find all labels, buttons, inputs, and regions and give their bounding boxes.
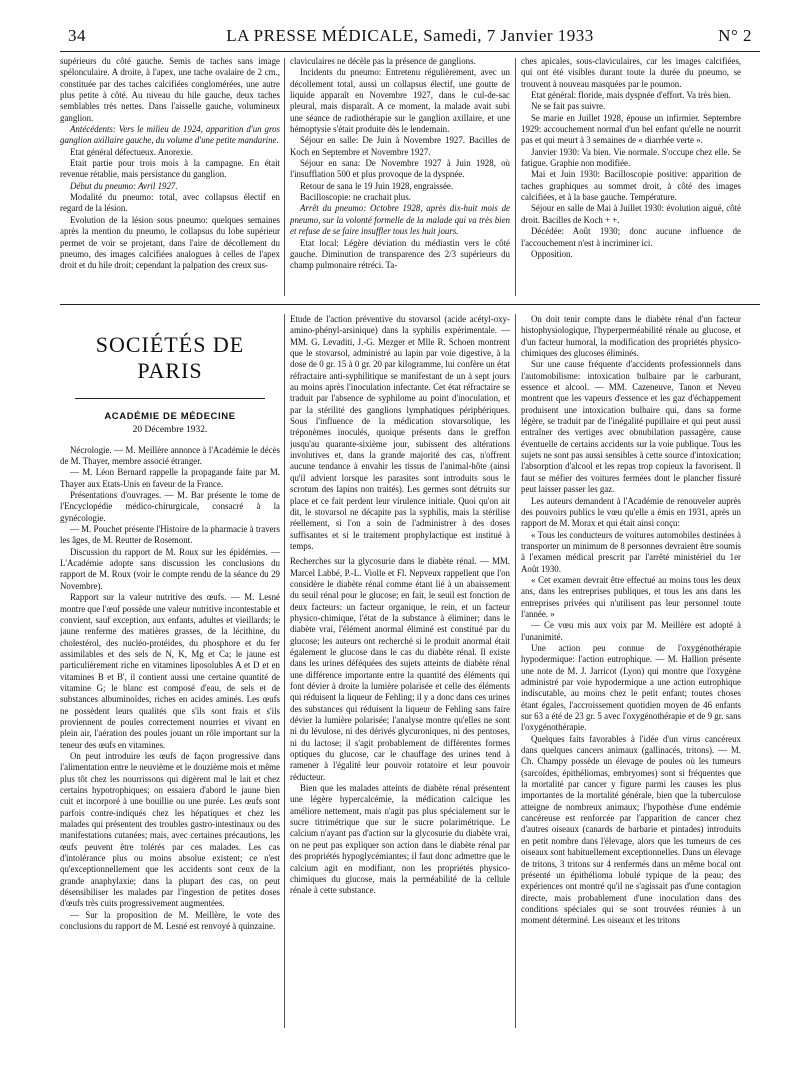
column-divider	[515, 58, 516, 296]
academy-heading: ACADÉMIE DE MÉDECINE	[104, 411, 236, 422]
column-divider	[515, 314, 516, 1028]
paragraph: Etat local: Légère déviation du médiastin vers le côté gauche. Diminution de transparence des 2/3 supérieurs du champ pulmonaire rétréci. Ta-	[290, 237, 510, 271]
page-number: 34	[68, 26, 86, 45]
paragraph: Incidents du pneumo: Entretenu régulièrement, avec un décollement total, aussi un collapsus électif, une goutte de liquide apparaît en Novembre 1927, dans le cul-de-sac pleural, mais disparaît. A ce moment, la malade avait subi une séance de radiothérapie sur le ganglion axillaire, et une hémoptysie s'était produite dès le lendemain.	[290, 67, 510, 135]
paragraph: claviculaires ne décèle pas la présence de ganglions.	[290, 56, 476, 66]
paragraph: Etait partie pour trois mois à la campagne. En était revenue rétablie, mais persistance du ganglion.	[60, 158, 280, 180]
paragraph: Présentations d'ouvrages. — M. Bar présente le tome de l'Encyclopédie médico-chirurgicale, consacré à la gynécologie.	[60, 490, 280, 523]
paragraph: Rapport sur la valeur nutritive des œufs. — M. Lesné montre que l'œuf possède une valeur nutritive incontestable et convient, sauf exception, aux enfants, adultes et vieillards; le jaune renferme des matières grasses, de la lécithine, du cholestérol, des nucléo-protéides, du phosphore et du fer assimilables et des sels de N, K, Mg et Ca; le jaune est particulièrement riche en vitamines liposolubles A et D et en vitamines B et B', il contient aussi une certaine quantité de vitamine G; le blanc est composé d'eau, de sels et de substances albuminoïdes, riches en acides aminés. Les œufs ne possèdent leurs qualités que s'ils sont frais et s'ils proviennent de poules correctement nourries et vivant en plein air, l'aération des poules jouant un rôle important sur la teneur des œufs en vitamines.	[60, 592, 280, 750]
paragraph: Opposition.	[531, 248, 573, 259]
paragraph: Bien que les malades atteints de diabète rénal présentent une légère hypercalcémie, la médication calcique les améliore nettement, mais n'agit pas plus spécialement sur le sucre titrimétrique que sur le sucre polarimétrique. Le calcium n'ayant pas d'action sur la glycosurie du diabète vrai, on ne peut pas expliquer son action dans le diabète rénal par des propriétés hypoglycémiantes; il faut donc admettre que le calcium agit en modifiant, non les propriétés physico-chimiques du glucose, mais la perméabilité de la cellule rénale à cette substance.	[290, 783, 510, 896]
publication-title: LA PRESSE MÉDICALE, Samedi, 7 Janvier 1933	[226, 26, 594, 45]
paragraph: Etat général: floride, mais dyspnée d'effort. Va très bien.	[531, 90, 731, 101]
paragraph: Arrêt du pneumo: Octobre 1928, après dix-huit mois de pneumo, sur la volonté formelle de la malade qui va très bien et refuse de se faire insuffler tous les huit jours.	[290, 203, 510, 237]
header-rule	[60, 51, 760, 52]
paragraph: Séjour en salle: De Juin à Novembre 1927. Bacilles de Koch en Septembre et Novembre 1927.	[290, 135, 510, 157]
paragraph: Début du pneumo: Avril 1927.	[70, 180, 178, 191]
societies-column-3	[521, 314, 741, 1028]
column-divider	[284, 58, 285, 296]
paragraph: — M. Pouchet présente l'Histoire de la pharmacie à travers les âges, de M. Reutter de Rosemont.	[60, 524, 280, 546]
paragraph: supérieurs du côté gauche. Semis de taches sans image spélonculaire. A droite, à l'apex, une tache ovalaire de 2 cm., constituée par des taches calcifiées conglomérées, une autre plus petite à côté. Au niveau du hile gauche, deux taches semblables très nettes. Dans l'aisselle gauche, volumineux ganglion.	[60, 56, 280, 123]
section-rubric: SOCIÉTÉS DE PARIS	[95, 332, 245, 383]
top-column-1	[60, 56, 280, 298]
paragraph: Janvier 1930: Va bien. Vie normale. S'occupe chez elle. Se fatigue. Graphie non modifiée.	[521, 146, 741, 169]
paragraph: Bacilloscopie: ne crachait plus.	[300, 192, 411, 203]
paragraph: Les auteurs demandent à l'Académie de renouveler auprès des pouvoirs publics le vœu qu'elle a émis en 1931, après un rapport de M. Morax et qui était ainsi conçu:	[521, 495, 741, 529]
top-column-2	[290, 56, 510, 298]
rubric-rule	[75, 398, 265, 399]
paragraph: Retour de sana le 19 Juin 1928, engraissée.	[300, 180, 454, 191]
paragraph: « Tous les conducteurs de voitures automobiles destinées à transporter un minimum de 8 personnes devraient être soumis à l'examen médical prescrit par l'arrêté ministériel du 1er Août 1930.	[521, 529, 741, 574]
paragraph: Evolution de la lésion sous pneumo: quelques semaines après la mention du pneumo, le collapsus du lobe supérieur permet de voir se projetant, dans l'aire de décollement du pneumo, des images calcifiées analogues à celles de l'apex droit et du hile droit; cependant la palpation des creux sus-	[60, 214, 280, 271]
paragraph: Sur une cause fréquente d'accidents professionnels dans l'automobilisme: intoxication bulbaire par le carburant, essence et alcool. — MM. Cazeneuve, Tanon et Neveu montrent que les vapeurs d'essence et les gaz d'échappement produisent une intoxication bulbaire qui, dans sa forme légère, se traduit par de l'inégalité pupillaire et qui peut aussi entraîner des vertiges avec obnubilation passagère, cause éventuelle de certains accidents sur la voie publique. Tous les sujets ne sont pas aussi sensibles à cette source d'intoxication; l'absorption d'alcool et les repas trop copieux la favorisent. Il faut se méfier des voitures fermées dont le plancher fissuré peut laisser passer les gaz.	[521, 359, 741, 495]
paragraph: Décédée: Août 1930; donc aucune influence de l'accouchement n'est à incriminer ici.	[521, 226, 741, 248]
issue-number: N° 2	[718, 26, 752, 45]
session-date: 20 Décembre 1932.	[132, 425, 208, 436]
paragraph: Etat général défectueux. Anorexie.	[70, 146, 193, 157]
paragraph: Ne se fait pas suivre.	[531, 101, 606, 112]
paragraph: Etude de l'action préventive du stovarsol (acide acétyl-oxy-amino-phényl-arsinique) dans la syphilis expérimentale. — MM. G. Levaditi, J.-G. Mezger et Mlle R. Schoen montrent que le stovarsol, administré au lapin par voie digestive, à la dose de 0 gr. 15 à 0 gr. 20 par kilogramme, lui confère un état réfractaire anti-syphilitique se manifestant de un à sept jours au moins après l'inoculation infectante. Cet état réfractaire se traduit par l'absence de syphilome au point d'inoculation, et par la stérilité des ganglions lymphatiques périphériques. Sous l'influence de la médication stovarsolique, les tréponèmes inoculés, quoique présents dans le greffon jusqu'au quarante-sixième jour, subissent des altérations involutives et, dans la grande majorité des cas, n'offrent aucune tendance à envahir les tissus de l'animal-hôte (ainsi qu'il advient lorsque les parasites sont introduits sous le scrotum des lapins non traités). Les germes sont détruits sur place et ce fait perdent leur virulence initiale. Quoi qu'on ait dit, le stovarsol ne décapite pas la syphilis, mais la stérilise réellement, si l'on a soin de l'administrer à des doses suffisantes et si le traitement prophylactique est institué à temps.	[290, 314, 510, 551]
paragraph: Discussion du rapport de M. Roux sur les épidémies. — L'Académie adopte sans discussion les conclusions du rapport de M. Roux (voir le compte rendu de la séance du 29 Novembre).	[60, 546, 280, 591]
societies-column-2	[290, 314, 510, 1028]
paragraph: On doit tenir compte dans le diabète rénal d'un facteur histophysiologique, l'hyperperméabilité rénale au glucose, et d'un facteur humoral, la modification des propriétés physico-chimiques des glucoses éliminés.	[521, 314, 741, 359]
paragraph: Se marie en Juillet 1928, épouse un infirmier. Septembre 1929: accouchement normal d'un bel enfant qu'elle ne nourrit pas et qui meurt à 3 semaines de « diarrhée verte ».	[521, 112, 741, 146]
paragraph: Antécédents: Vers le milieu de 1924, apparition d'un gros ganglion axillaire gauche, du volume d'une petite mandarine.	[60, 124, 280, 146]
paragraph: ches apicales, sous-claviculaires, car les images calcifiées, qui ont été visibles durant toute la durée du pneumo, se trouvent à nouveau masquées par le poumon.	[521, 56, 741, 89]
societies-column-1	[60, 314, 280, 1028]
paragraph: — Sur la proposition de M. Meillère, le vote des conclusions du rapport de M. Lesné est renvoyé à quinzaine.	[60, 909, 280, 932]
paragraph: Mai et Juin 1930: Bacilloscopie positive: apparition de taches graphiques au sommet droit, à côté des images calcifiées, et à la base gauche. Température.	[521, 169, 741, 203]
section-rule	[60, 304, 760, 305]
paragraph: On peut introduire les œufs de façon progressive dans l'alimentation entre le neuvième et le douzième mois et même plus tôt chez les nourrissons qui digèrent mal le lait et chez certains hypotrophiques; on essaiera d'abord le jaune bien cuit et incorporé à une bouillie ou une purée. Les œufs sont parfois contre-indiqués chez les hépatiques et chez les malades qui présentent des troubles gastro-intestinaux ou des manifestations cutanées; mais, avec certaines précautions, les œufs peuvent être tolérés par ces malades. Les cas d'intolérance plus ou moins absolue existent; ce n'est qu'exceptionnellement que les accidents sont ceux de la grande anaphylaxie; dans la plupart des cas, on peut désensibiliser les malades par l'ingestion de petites doses d'œufs très cuits progressivement augmentées.	[60, 750, 280, 909]
paragraph: Recherches sur la glycosurie dans le diabète rénal. — MM. Marcel Labbé, P.-L. Violle et Fl. Nepveux rappellent que l'on considère le diabète rénal comme étant lié à un abaissement du seuil rénal pour le glucose; en fait, le seuil est fonction de deux facteurs: un facteur organique, le rein, et un facteur physico-chimique, l'état de la substance à éliminer; dans le diabète vrai, l'élément anormal éliminé est constitué par du glucose; les auteurs ont recherché si le produit anormal était également le glucose dans le cas du diabète rénal. Il existe dans les urines déféquées des sujets atteints de diabète rénal une différence importante entre la quantité des éléments qui font dévier à droite la lumière polarisée et celle des éléments qui réduisent la liqueur de Fehling; il y a donc dans ces urines des substances qui réduisent la liqueur de Fehling sans faire dévier la lumière polarisée; l'analyse montre qu'elles ne sont ni du lévulose, ni des dérivés glycuroniques, ni des pentoses, ni du lactose; il s'agit probablement de différentes formes optiques du glucose, car le chauffage des urines tend à ramener à l'égalité leur pouvoir rotatoire et leur pouvoir réducteur.	[290, 556, 510, 782]
paragraph: Nécrologie. — M. Meillère annonce à l'Académie le décès de M. Thayer, membre associé étranger.	[60, 444, 280, 467]
paragraph: — Ce vœu mis aux voix par M. Meillère est adopté à l'unanimité.	[521, 620, 741, 642]
paragraph: Séjour en salle de Mai à Juillet 1930: évolution aiguë, côté droit. Bacilles de Koch + +.	[521, 203, 741, 225]
page-header	[60, 26, 760, 48]
paragraph: Quelques faits favorables à l'idée d'un virus cancéreux dans quelques cancers animaux (gallinacés, tritons). — M. Ch. Champy possède un élevage de poules où les tumeurs (sarcoïdes, épithéliomas, embryomes) sont si fréquentes que la mortalité par cancer y figure parmi les causes les plus importantes de la mortalité générale, bien que la tuberculose atteigne de nombreux animaux; l'hypothèse d'une endémie cancéreuse est renforcée par l'apparition de cancer chez d'autres oiseaux (canards de barbarie et pintades) introduits en petit nombre dans l'élevage, alors que les tumeurs de ces oiseaux sont habituellement exceptionnelles. Dans un élevage de tritons, 3 tritons sur 4 renfermés dans un même bocal ont présenté un épithélioma lobulé typique de la peau; des expériences ont montré qu'il ne s'agissait pas d'une contagion directe, mais probablement d'une inoculation dans des conditions spéciales qui se sont trouvées réunies à un moment déterminé. Les oiseaux et les tritons	[521, 733, 741, 926]
column-divider	[284, 314, 285, 1028]
paragraph: Séjour en sana: De Novembre 1927 à Juin 1928, où l'insufflation 500 et plus provoque de la dyspnée.	[290, 158, 510, 180]
paragraph: Une action peu connue de l'oxygénothérapie hypodermique: l'action eutrophique. — M. Hallion présente une note de M. J. Jarricot (Lyon) qui montre que l'oxygène administré par voie hypodermique a une action eutrophique indiscutable, au moins chez le petit enfant; toutes choses étant égales, l'accroissement quotidien moyen de 46 enfants sur 63 a été de 23 gr. 5 avec l'oxygénothérapie et de 9 gr. sans l'oxygénothérapie.	[521, 642, 741, 733]
top-column-3	[521, 56, 741, 298]
paragraph: Modalité du pneumo: total, avec collapsus électif en regard de la lésion.	[60, 192, 280, 214]
paragraph: « Cet examen devrait être effectué au moins tous les deux ans, dans les entreprises publiques, et tous les ans dans les entreprises privées qui n'utilisent pas leur personnel toute l'année. »	[521, 574, 741, 619]
paragraph: — M. Léon Bernard rappelle la propagande faite par M. Thayer aux Etats-Unis en faveur de la France.	[60, 467, 280, 489]
